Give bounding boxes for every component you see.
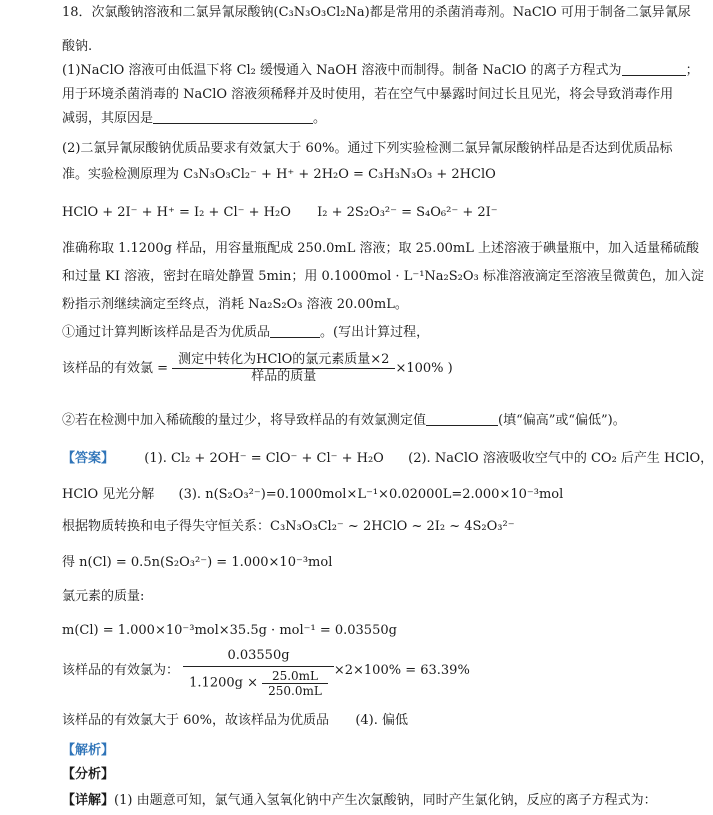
answer-mass-calc: m(Cl) = 1.000×10⁻³mol×35.5g · mol⁻¹ = 0.03550g [62,623,397,638]
answer-result: ×2×100% = 63.39% [333,663,470,678]
answer-line-1 [62,450,713,468]
answer-conclusion [62,712,408,730]
detail-tag: 【详解】 [62,793,115,808]
dilution-numerator: 25.0mL [262,669,328,684]
reaction-2 [62,204,498,222]
answer-3-calc: (3). n(S₂O₃²⁻)=0.1000mol×L⁻¹×0.02000L=2.000×10⁻³mol [178,487,564,502]
procedure-line-3: 粉指示剂继续滴定至终点，消耗 Na₂S₂O₃ 溶液 20.00mL。 [62,297,408,312]
sample-mass: 1.1200g × [189,675,258,691]
question-text: ②若在检测中加入稀硫酸的量过少，将导致样品的有效氯测定值 [62,413,427,428]
subquestion-1 [62,324,429,342]
reaction-iodine: I₂ + 2S₂O₃²⁻ = S₄O₆²⁻ + 2I⁻ [317,205,498,220]
subquestion-2 [62,412,626,430]
procedure-line-2: 和过量 KI 溶液，密封在暗处静置 5min；用 0.1000mol · L⁻¹Na₂S₂O₃ 标准溶液滴定至溶液呈微黄色，加入淀 [62,269,704,284]
detail-line [62,792,657,810]
question-text: 减弱，其原因是 [62,111,154,126]
answer-effective-chlorine [62,644,470,698]
reaction-hclo: HClO + 2I⁻ + H⁺ = I₂ + Cl⁻ + H₂O [62,205,291,220]
question-text: 。(写出计算过程， [320,325,430,340]
answer-denominator [183,667,334,698]
formula-label: 该样品的有效氯 = [62,361,169,376]
answer-relation: 根据物质转换和电子得失守恒关系：C₃N₃O₃Cl₂⁻ ~ 2HClO ~ 2I₂ ~ 4S₂O₃²⁻ [62,519,515,534]
question-line-1: 18．次氯酸钠溶液和二氯异氰尿酸钠(C₃N₃O₃Cl₂Na)都是常用的杀菌消毒剂。NaClO 可用于制备二氯异氰尿 [62,5,691,20]
question-line-4: 用于环境杀菌消毒的 NaClO 溶液须稀释并及时使用，若在空气中暴露时间过长且见光，将会导致消毒作用 [62,87,674,102]
detail-text: (1) 由题意可知，氯气通入氢氧化钠中产生次氯酸钠，同时产生氯化钠，反应的离子方程式为： [114,793,657,808]
answer-2-cont: HClO 见光分解 [62,487,155,502]
answer-line-2 [62,486,563,504]
punct: ； [685,63,699,78]
punct: 。 [313,111,327,126]
question-line-2: 酸钠. [62,39,93,54]
answer-2: (2). NaClO 溶液吸收空气中的 CO₂ 后产生 HClO， [408,451,713,466]
question-text: ①通过计算判断该样品是否为优质品 [62,325,271,340]
question-text: (填“偏高”或“偏低”)。 [498,413,626,428]
fenxi-tag: 【分析】 [62,767,115,782]
answer-tag: 【答案】 [62,451,115,466]
analysis-tag: 【解析】 [62,743,115,758]
question-part-2: (2)二氯异氰尿酸钠优质品要求有效氯大于 60%。通过下列实验检测二氯异氰尿酸钠样品是否达到优质品标 [62,141,673,156]
procedure-line-1: 准确称取 1.1200g 样品，用容量瓶配成 250.0mL 溶液；取 25.00mL 上述溶液于碘量瓶中，加入适量稀硫酸 [62,241,699,256]
answer-4: (4). 偏低 [355,713,408,728]
formula-denominator: 样品的质量 [251,369,317,384]
answer-blank [622,63,686,76]
formula-fraction [172,352,395,385]
formula-tail: ×100% ) [395,361,453,376]
effective-chlorine-formula [62,352,453,385]
formula-numerator: 测定中转化为HClO的氯元素质量×2 [172,352,395,369]
dilution-denominator: 250.0mL [268,684,322,698]
answer-numerator: 0.03550g [183,644,334,667]
question-part-1 [62,62,699,80]
answer-blank [270,325,320,338]
answer-blank [153,111,313,124]
answer-mass-label: 氯元素的质量: [62,589,145,604]
question-text: (1)NaClO 溶液可由低温下将 Cl₂ 缓慢通入 NaOH 溶液中而制得。制备 NaClO 的离子方程式为 [62,63,622,78]
question-line-5 [62,110,326,128]
reaction-1: 准。实验检测原理为 C₃N₃O₃Cl₂⁻ + H⁺ + 2H₂O = C₃H₃N₃O₃ + 2HClO [62,167,496,182]
answer-3-conclusion: 该样品的有效氯大于 60%，故该样品为优质品 [62,713,330,728]
answer-n-cl: 得 n(Cl) = 0.5n(S₂O₃²⁻) = 1.000×10⁻³mol [62,555,333,570]
formula-label: 该样品的有效氯为： [62,663,180,678]
answer-1: (1). Cl₂ + 2OH⁻ = ClO⁻ + Cl⁻ + H₂O [144,451,384,466]
answer-blank [426,413,498,426]
dilution-fraction [262,669,328,698]
answer-fraction [183,644,334,698]
